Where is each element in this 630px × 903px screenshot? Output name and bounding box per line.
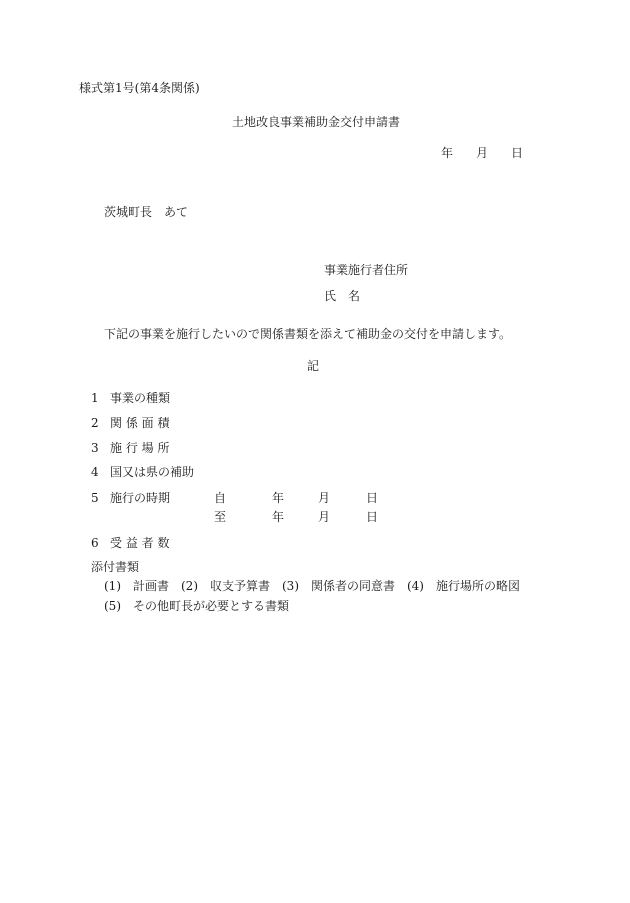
list-item [91,441,169,455]
item-label: 関 係 面 積 [110,416,170,430]
document-title: 土地改良事業補助金交付申請書 [232,115,401,129]
period-from: 自 [214,491,227,505]
period-from-year: 年 [272,491,285,505]
applicant-name-label: 氏 名 [324,289,361,303]
list-item [91,491,170,505]
list-item [91,416,169,430]
period-to: 至 [214,510,227,524]
item-number: 6 [91,536,99,550]
list-item [91,391,170,405]
item-number: 5 [91,491,99,505]
period-to-year: 年 [272,510,285,524]
period-from-month: 月 [318,491,331,505]
date-day: 日 [511,146,524,160]
ki-heading: 記 [307,359,320,373]
date-year: 年 [441,146,454,160]
date-month: 月 [476,146,489,160]
item-label: 事業の種類 [110,391,171,405]
attachments-line-2: (5) その他町長が必要とする書類 [104,599,289,613]
applicant-address-label: 事業施行者住所 [324,263,409,277]
addressee: 茨城町長 あて [104,205,189,219]
period-to-month: 月 [318,510,331,524]
period-from-day: 日 [366,491,379,505]
list-item [91,465,194,479]
item-number: 3 [91,441,99,455]
list-item [91,536,169,550]
request-text: 下記の事業を施行したいので関係書類を添えて補助金の交付を申請します。 [104,327,512,341]
attachments-heading: 添付書類 [91,560,140,574]
item-label: 施 行 場 所 [110,441,170,455]
item-label: 施行の時期 [110,491,171,505]
item-number: 2 [91,416,99,430]
item-label: 受 益 者 数 [110,536,170,550]
item-label: 国又は県の補助 [110,465,195,479]
item-number: 4 [91,465,99,479]
form-number: 様式第1号(第4条関係) [79,81,200,95]
attachments-line-1: (1) 計画書 (2) 収支予算書 (3) 関係者の同意書 (4) 施行場所の略図 [104,579,520,593]
period-to-day: 日 [366,510,379,524]
item-number: 1 [91,391,99,405]
